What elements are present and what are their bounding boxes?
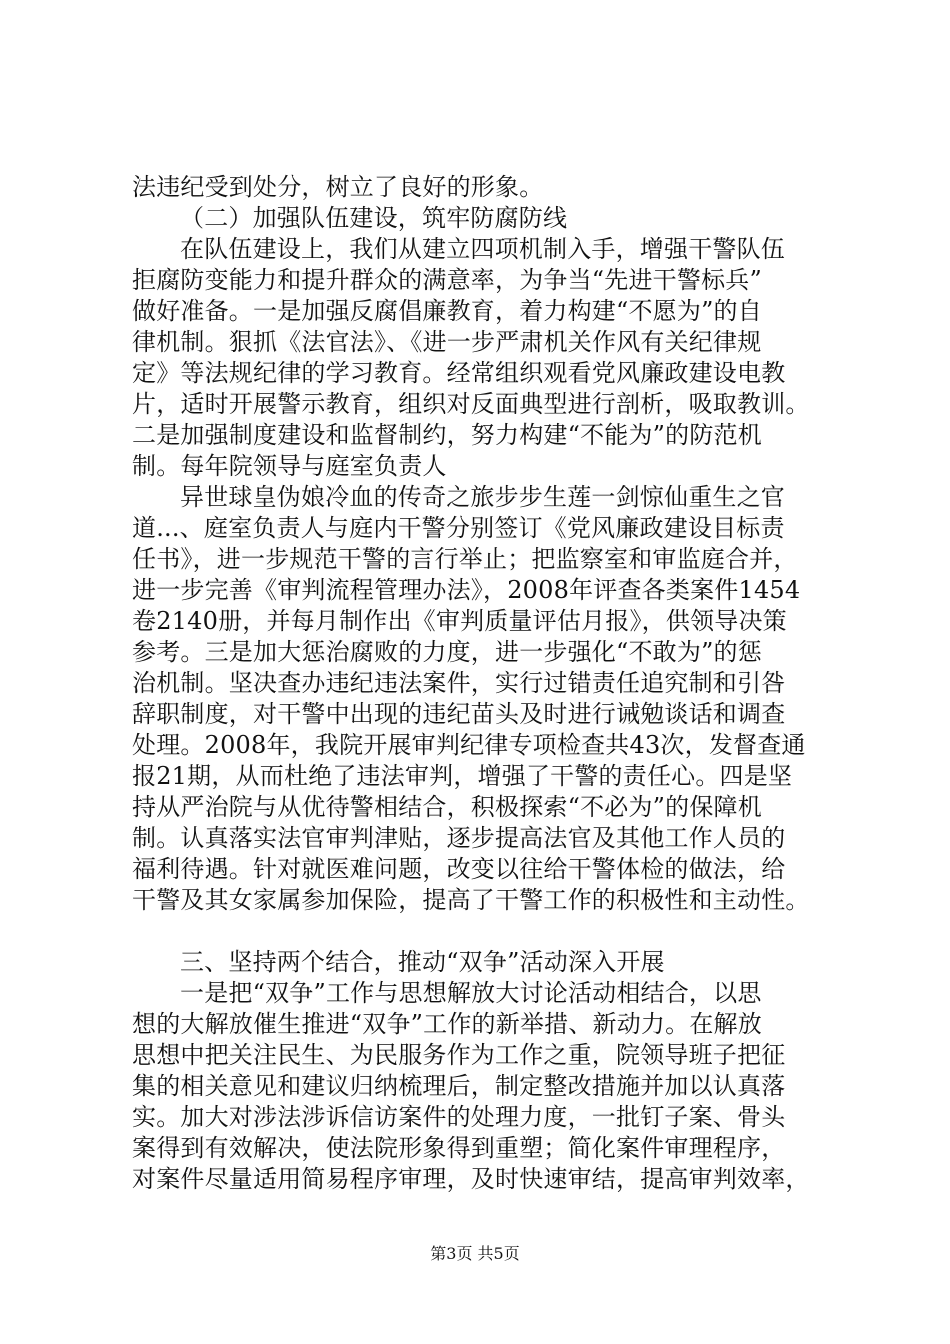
text-line: 参考。三是加大惩治腐败的力度，进一步强化“不敢为”的惩 bbox=[132, 638, 762, 666]
body-text bbox=[132, 172, 822, 1195]
text-line: 集的相关意见和建议归纳梳理后，制定整改措施并加以认真落 bbox=[132, 1072, 786, 1100]
text-line: 想的大解放催生推进“双争”工作的新举措、新动力。在解放 bbox=[132, 1010, 762, 1038]
text-line: 拒腐防变能力和提升群众的满意率，为争当“先进干警标兵” bbox=[132, 266, 762, 294]
text-line: 片，适时开展警示教育，组织对反面典型进行剖析，吸取教训。 bbox=[132, 390, 810, 418]
paragraph-start: 异世球皇伪娘冷血的传奇之旅步步生莲一剑惊仙重生之官 bbox=[180, 483, 785, 511]
text-line: 福利待遇。针对就医难问题，改变以往给干警体检的做法，给 bbox=[132, 855, 786, 883]
text-line: 定》等法规纪律的学习教育。经常组织观看党风廉政建设电教 bbox=[132, 359, 786, 387]
section-heading: （二）加强队伍建设，筑牢防腐防线 bbox=[180, 204, 568, 232]
text-line: 对案件尽量适用简易程序审理，及时快速审结，提高审判效率， bbox=[132, 1165, 810, 1193]
paragraph-start: 在队伍建设上，我们从建立四项机制入手，增强干警队伍 bbox=[180, 235, 785, 263]
text-line: 做好准备。一是加强反腐倡廉教育，着力构建“不愿为”的自 bbox=[132, 297, 762, 325]
text-line: 卷2140册，并每月制作出《审判质量评估月报》，供领导决策 bbox=[132, 607, 787, 635]
section-heading: 三、坚持两个结合，推动“双争”活动深入开展 bbox=[180, 948, 665, 976]
paragraph-start: 一是把“双争”工作与思想解放大讨论活动相结合，以思 bbox=[180, 979, 762, 1007]
text-line: 思想中把关注民生、为民服务作为工作之重，院领导班子把征 bbox=[132, 1041, 786, 1069]
text-line: 持从严治院与从优待警相结合，积极探索“不必为”的保障机 bbox=[132, 793, 762, 821]
text-line: 辞职制度，对干警中出现的违纪苗头及时进行诫勉谈话和调查 bbox=[132, 700, 786, 728]
text-line: 案得到有效解决，使法院形象得到重塑；简化案件审理程序， bbox=[132, 1134, 786, 1162]
page-footer: 第3页 共5页 bbox=[430, 1244, 520, 1263]
paragraph-gap bbox=[132, 916, 822, 947]
text-line: 道...、庭室负责人与庭内干警分别签订《党风廉政建设目标责 bbox=[132, 514, 785, 542]
text-line: 任书》，进一步规范干警的言行举止；把监察室和审监庭合并， bbox=[132, 545, 798, 573]
text-line: 实。加大对涉法涉诉信访案件的处理力度，一批钉子案、骨头 bbox=[132, 1103, 786, 1131]
text-line: 报21期，从而杜绝了违法审判，增强了干警的责任心。四是坚 bbox=[132, 762, 793, 790]
text-line: 进一步完善《审判流程管理办法》，2008年评查各类案件1454 bbox=[132, 576, 801, 604]
text-line: 律机制。狠抓《法官法》、《进一步严肃机关作风有关纪律规 bbox=[132, 328, 762, 356]
text-line: 处理。2008年，我院开展审判纪律专项检查共43次，发督查通 bbox=[132, 731, 806, 759]
text-line: 二是加强制度建设和监督制约，努力构建“不能为”的防范机 bbox=[132, 421, 762, 449]
text-line: 干警及其女家属参加保险，提高了干警工作的积极性和主动性。 bbox=[132, 886, 810, 914]
text-line: 法违纪受到处分，树立了良好的形象。 bbox=[132, 173, 544, 201]
text-line: 治机制。坚决查办违纪违法案件，实行过错责任追究制和引咎 bbox=[132, 669, 786, 697]
text-line: 制。认真落实法官审判津贴，逐步提高法官及其他工作人员的 bbox=[132, 824, 786, 852]
text-line: 制。每年院领导与庭室负责人 bbox=[132, 452, 447, 480]
